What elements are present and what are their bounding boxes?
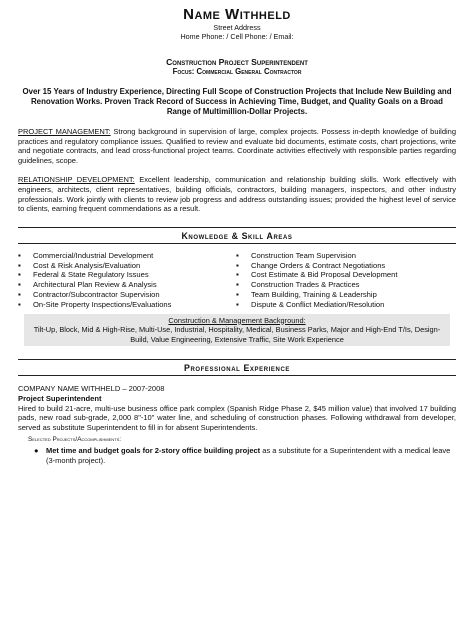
skill-item: ▪ Commercial/Industrial Development bbox=[18, 251, 236, 261]
skill-item: ▪ Change Orders & Contract Negotiations bbox=[236, 261, 456, 271]
skill-item: ▪ Contractor/Subcontractor Supervision bbox=[18, 290, 236, 300]
job-description: Hired to build 21-acre, multi-use business office park complex (Spanish Ridge Phase 2, $45 million value) that involved 17 building pads, new road sub-grade, 2,000 8"-10" water line, and scheduling of construction phases. Following withdrawal from developer, served as substitute Superintendent to fill in for absent Superintendents. bbox=[18, 403, 456, 432]
skill-item: ▪ Federal & State Regulatory Issues bbox=[18, 270, 236, 280]
skill-item: ▪ Cost & Risk Analysis/Evaluation bbox=[18, 261, 236, 271]
skill-item: ▪ Cost Estimate & Bid Proposal Development bbox=[236, 270, 456, 280]
skills-section-heading: Knowledge & Skill Areas bbox=[18, 227, 456, 244]
skill-item: ▪ Architectural Plan Review & Analysis bbox=[18, 280, 236, 290]
summary-statement: Over 15 Years of Industry Experience, Directing Full Scope of Construction Projects that Include New Building and Renovation Works. Proven Track Record of Success in Achieving Time, Budget, and Quality Goals on a Broad Range of Multimillion-Dollar Projects. bbox=[22, 87, 452, 116]
skill-item: ▪ Dispute & Conflict Mediation/Resolution bbox=[236, 300, 456, 310]
project-management-text: Strong background in supervision of large, complex projects. Possess in-depth knowledge of building practices and regulatory compliance issues. Qualified to review and evaluate bid documents, estimate costs, chart projections, write and negotiate contracts, and lead cross-functional project teams. Coordinate activities effectively with responsible parties regarding guidelines, scope. bbox=[18, 127, 457, 165]
relationship-development-text: Excellent leadership, communication and relationship building skills. Work effectively with engineers, architects, client representatives, building officials, contractors, building managers, inspectors, and other industry professionals. Work jointly with clients to review job progress and address outstanding issues; provided the highest level of service to clients, earning frequent commendations as a result. bbox=[18, 175, 456, 214]
focus-line: Focus: Commercial General Contractor bbox=[172, 67, 302, 76]
project-management-label: PROJECT MANAGEMENT: bbox=[18, 127, 111, 136]
skill-item: ▪ On-Site Property Inspections/Evaluations bbox=[18, 300, 236, 310]
company-line: COMPANY NAME WITHHELD – 2007-2008 bbox=[18, 384, 165, 394]
skill-item: ▪ Construction Team Supervision bbox=[236, 251, 456, 261]
accomplishment-highlight: Met time and budget goals for 2-story office building project bbox=[46, 446, 261, 456]
candidate-name: Name Withheld bbox=[183, 6, 291, 23]
background-title: Construction & Management Background: bbox=[168, 315, 306, 325]
job-title: Construction Project Superintendent bbox=[166, 57, 308, 67]
skills-left-column bbox=[18, 251, 236, 310]
bullet-icon: ● bbox=[34, 446, 39, 456]
skill-item: ▪ Construction Trades & Practices bbox=[236, 280, 456, 290]
background-box bbox=[24, 314, 450, 347]
accomplishment-item bbox=[18, 446, 456, 465]
accomplishments-label: Selected Projects/Accomplishments: bbox=[28, 436, 122, 444]
project-management-paragraph bbox=[18, 127, 456, 165]
skill-item: ▪ Team Building, Training & Leadership bbox=[236, 290, 456, 300]
experience-section-heading: Professional Experience bbox=[18, 359, 456, 376]
street-address: Street Address bbox=[213, 23, 261, 32]
contact-line: Home Phone: / Cell Phone: / Email: bbox=[180, 32, 294, 41]
background-text: Tilt-Up, Block, Mid & High-Rise, Multi-Use, Industrial, Hospitality, Medical, Business Parks, Major and High-End T/Is, Design-Build, Value Engineering, Extensive Traffic, Site Work Experience bbox=[33, 325, 441, 344]
resume-page bbox=[18, 6, 456, 465]
accomplishment-text: as a substitute for a Superintendent with a medical leave (3-month project). bbox=[46, 446, 451, 465]
role-title: Project Superintendent bbox=[18, 393, 102, 403]
skills-right-column bbox=[236, 251, 456, 310]
relationship-development-label: RELATIONSHIP DEVELOPMENT: bbox=[18, 175, 135, 185]
relationship-development-paragraph bbox=[18, 175, 456, 213]
skills-list bbox=[18, 251, 456, 310]
